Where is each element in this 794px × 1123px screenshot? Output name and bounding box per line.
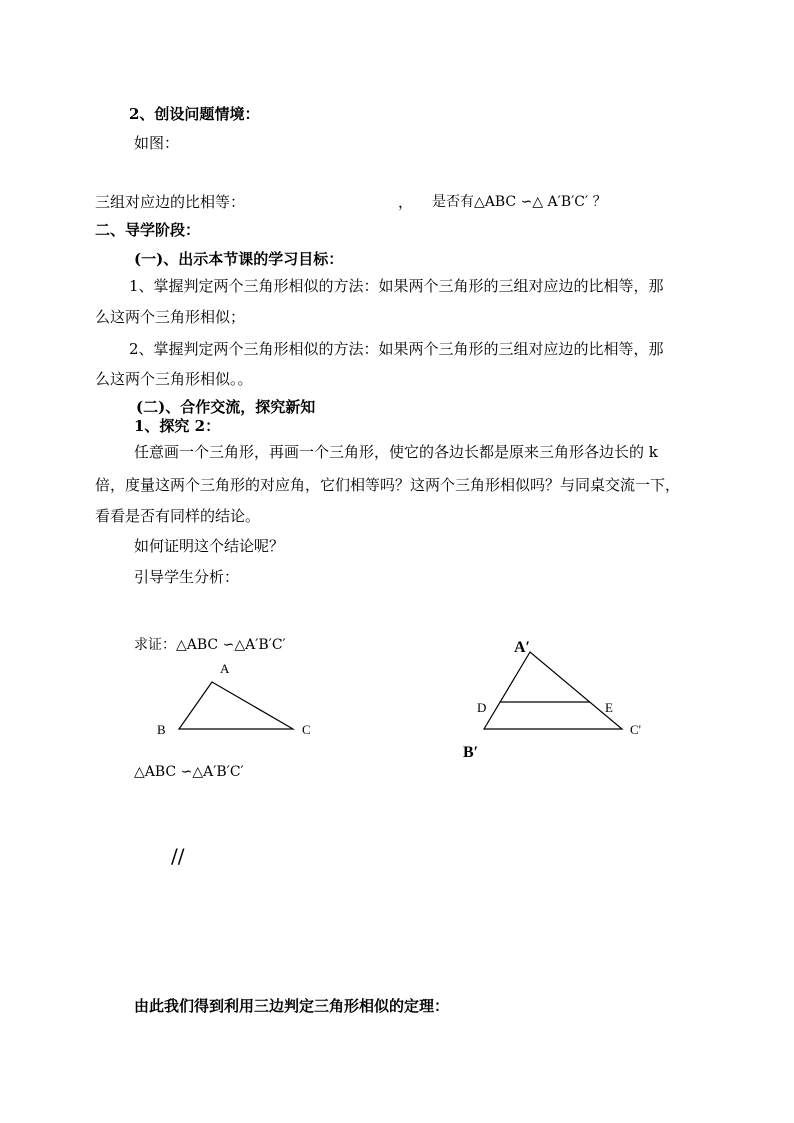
ratio-line-prefix: 三组对应边的比相等： [95, 193, 246, 211]
similar-conclusion: △ABC ∽△A′B′C′ [134, 764, 244, 780]
triangle-abc-shape [179, 682, 293, 729]
triangle-a-prime-label-d: D [477, 700, 487, 715]
explore-paragraph-line1: 任意画一个三角形，再画一个三角形，使它的各边长都是原来三角形各边长的 k [134, 443, 658, 461]
triangle-a-prime-label-e: E [605, 700, 613, 715]
part2-title: 二、导学阶段： [95, 221, 201, 239]
ratio-line-question: 是否有△ABC ∽△ A′B′C′ ？ [432, 194, 607, 210]
triangle-abc [157, 661, 311, 737]
as-shown-text: 如图： [134, 134, 180, 152]
explore-paragraph-line3: 看看是否有同样的结论。 [95, 507, 261, 525]
how-prove-question: 如何证明这个结论呢？ [134, 537, 285, 555]
explore-paragraph-line2: 倍，度量这两个三角形的对应角，它们相等吗？这两个三角形相似吗？与同桌交流一下， [95, 476, 681, 494]
triangle-abc-label-b: B [157, 722, 166, 737]
triangle-abc-label-a: A [220, 661, 230, 676]
guide-text: 引导学生分析： [134, 568, 240, 586]
triangle-a-prime-label-a: A′ [514, 639, 531, 656]
prove-statement: 求证：△ABC ∽△A′B′C′ [134, 637, 286, 653]
ratio-line-comma: ， [398, 193, 414, 211]
goals-title: (一)、出示本节课的学习目标： [134, 250, 344, 268]
goal1-line1: 1、掌握判定两个三角形相似的方法：如果两个三角形的三组对应边的比相等，那 [129, 277, 664, 295]
goal1-line2: 么这两个三角形相似； [95, 308, 246, 326]
triangle-a-prime-shape [484, 652, 622, 729]
goal2-line1: 2、掌握判定两个三角形相似的方法：如果两个三角形的三组对应边的比相等，那 [129, 340, 664, 358]
explore-title: 1、探究 2： [134, 417, 221, 435]
triangle-a-prime-label-b: B′ [463, 744, 479, 761]
parallel-symbol: // [171, 844, 185, 868]
triangle-a-prime-b-prime-c-prime [463, 639, 641, 761]
coop-title: (二)、合作交流，探究新知 [136, 398, 316, 416]
theorem-title: 由此我们得到利用三边判定三角形相似的定理： [134, 997, 450, 1015]
triangle-abc-label-c: C [302, 722, 311, 737]
triangle-a-prime-label-c: C' [630, 722, 642, 737]
goal2-line2: 么这两个三角形相似。。 [95, 370, 253, 388]
section2-title: 2、创设问题情境： [129, 105, 260, 123]
